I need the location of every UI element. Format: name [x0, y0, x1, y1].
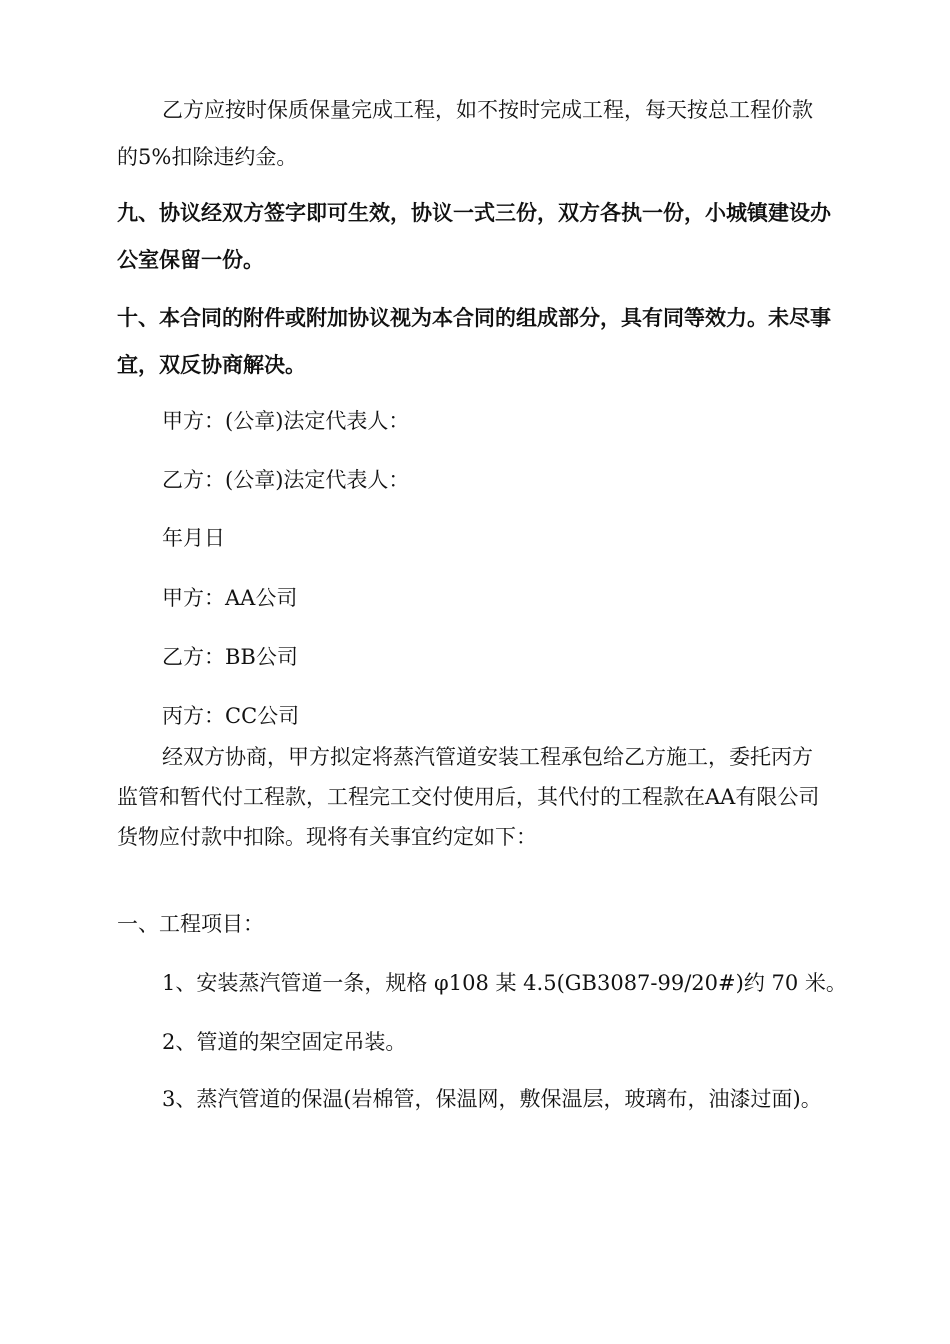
signature-party-a: 甲方：(公章)法定代表人：: [162, 409, 410, 433]
party-a-name: 甲方：AA公司: [162, 586, 298, 610]
project-item-3: 3、蒸汽管道的保温(岩棉管，保温网，敷保温层，玻璃布，油漆过面)。: [162, 1087, 822, 1111]
section-one-heading: 一、工程项目：: [117, 912, 264, 936]
clause-ten: 十、本合同的附件或附加协议视为本合同的组成部分，具有同等效力。未尽事宜，双反协商解决。: [117, 306, 831, 377]
intro-paragraph: 经双方协商，甲方拟定将蒸汽管道安装工程承包给乙方施工，委托丙方监管和暂代付工程款，工程完工交付使用后，其代付的工程款在AA有限公司货物应付款中扣除。现将有关事宜约定如下：: [117, 745, 820, 849]
paragraph-penalty: 乙方应按时保质保量完成工程，如不按时完成工程，每天按总工程价款的5%扣除违约金。: [117, 98, 813, 169]
project-item-2: 2、管道的架空固定吊装。: [162, 1030, 407, 1054]
date-line: 年月日: [162, 526, 225, 550]
project-item-1: 1、安装蒸汽管道一条，规格 φ108 某 4.5(GB3087-99/20#)约 70 米。: [162, 971, 847, 995]
party-b-name: 乙方：BB公司: [162, 645, 298, 669]
clause-nine: 九、协议经双方签字即可生效，协议一式三份，双方各执一份，小城镇建设办公室保留一份。: [117, 201, 831, 272]
signature-party-b: 乙方：(公章)法定代表人：: [162, 468, 410, 492]
party-c-name: 丙方：CC公司: [162, 704, 300, 728]
